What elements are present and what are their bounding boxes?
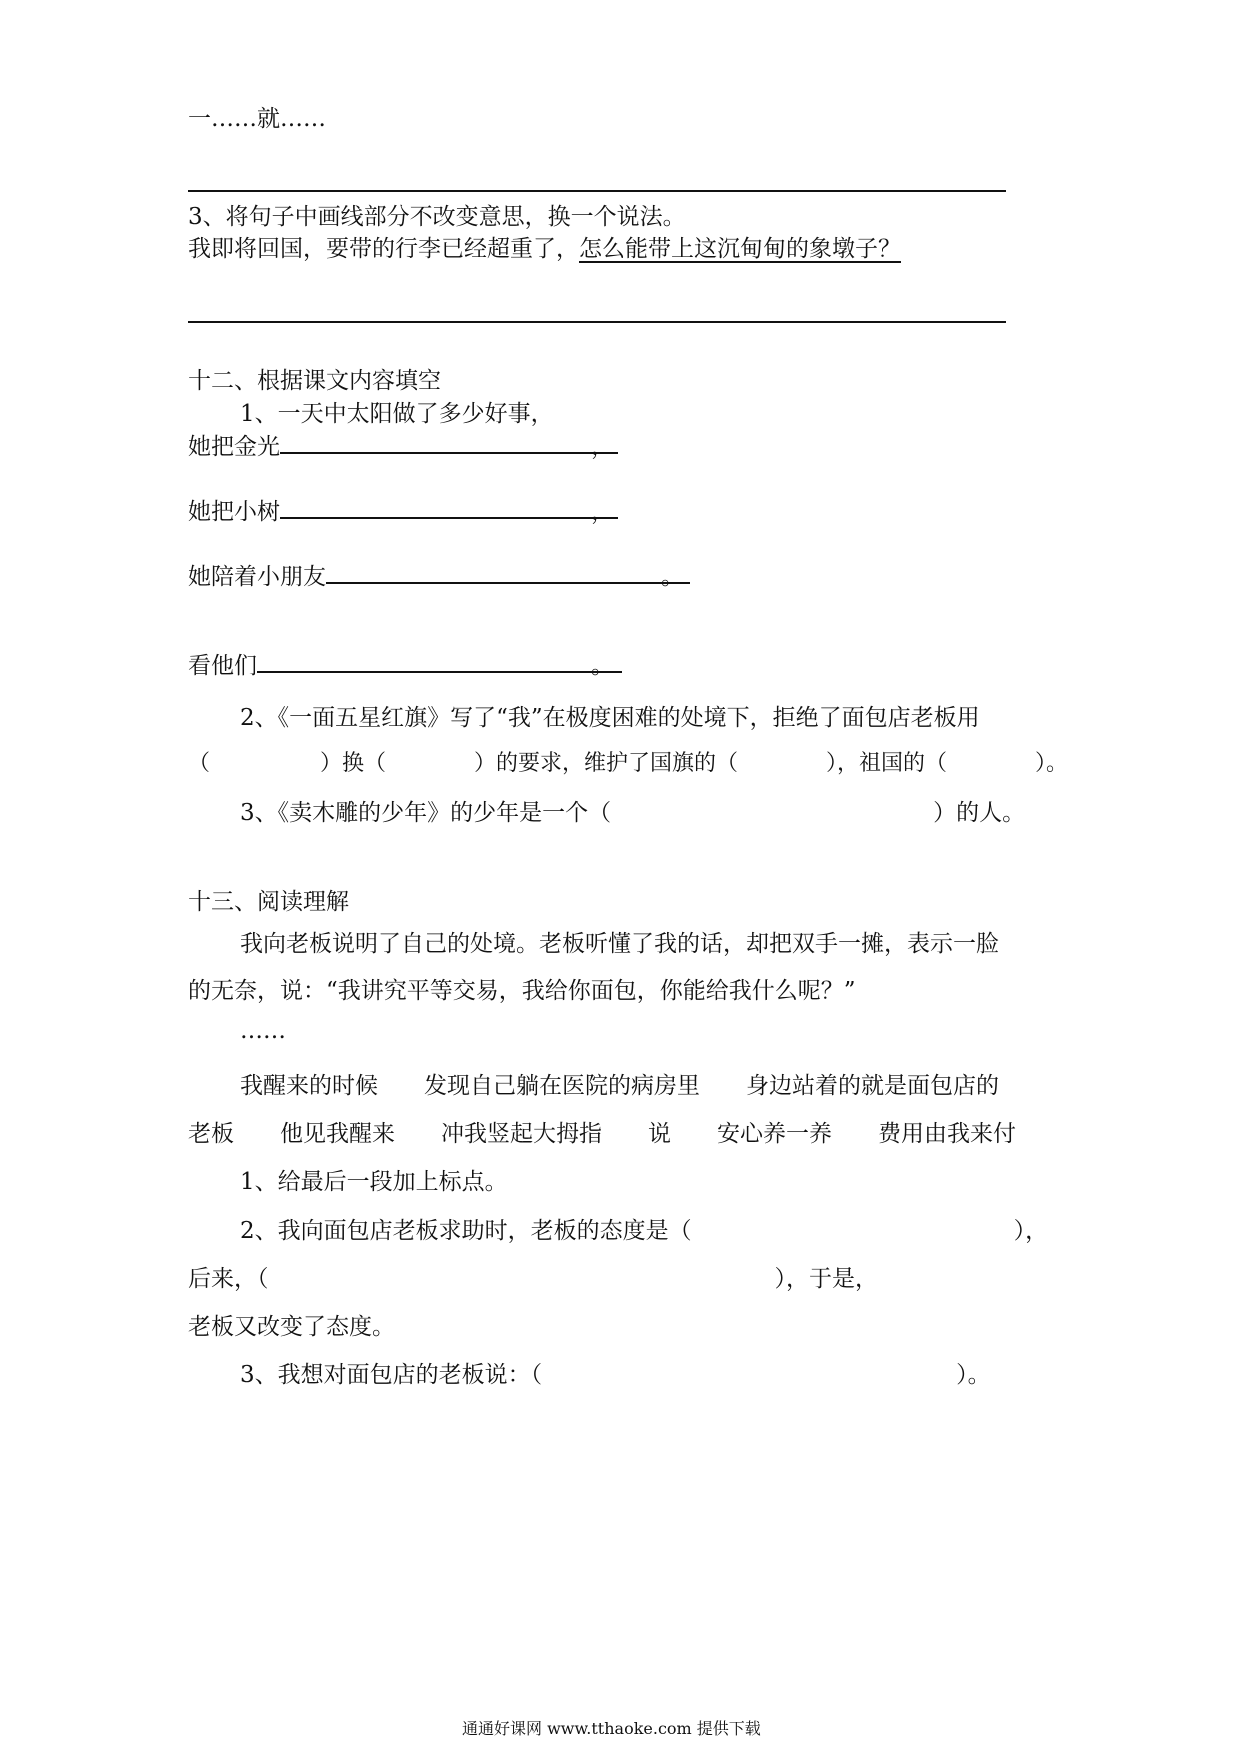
section12-q3: 3、《卖木雕的少年》的少年是一个（ ）的人。 — [240, 800, 1026, 826]
passage-para2-line1: 我醒来的时候 发现自己躺在医院的病房里 身边站着的就是面包店的 — [240, 1073, 999, 1099]
fill-blank-4[interactable] — [257, 647, 622, 679]
passage-ellipsis: …… — [240, 1018, 286, 1044]
q3-sentence-plain: 我即将回国，要带的行李已经超重了， — [188, 236, 579, 262]
fill-line-3-suffix: 。 — [661, 564, 684, 590]
fill-line-3 — [188, 558, 690, 591]
q3-sentence-underlined: 怎么能带上这沉甸甸的象墩子？ — [579, 236, 901, 262]
passage-para1-line2: 的无奈，说：“我讲究平等交易，我给你面包，你能给我什么呢？” — [188, 978, 856, 1004]
fill-blank-3[interactable] — [326, 558, 690, 590]
q3-title: 3、将句子中画线部分不改变意思，换一个说法。 — [188, 204, 686, 230]
fill-blank-1[interactable] — [280, 428, 618, 460]
fill-line-4 — [188, 647, 622, 680]
fill-line-1-prefix: 她把金光 — [188, 434, 280, 460]
answer-line — [188, 190, 1006, 192]
pattern-text: 一……就…… — [188, 106, 326, 132]
answer-line — [188, 321, 1006, 323]
q3-sentence — [188, 230, 901, 263]
section13-q1: 1、给最后一段加上标点。 — [240, 1169, 508, 1195]
fill-line-1 — [188, 428, 618, 461]
section12-title: 十二、根据课文内容填空 — [188, 368, 441, 394]
footer-credit: 通通好课网 www.tthaoke.com 提供下载 — [462, 1719, 761, 1738]
fill-line-2 — [188, 493, 618, 526]
fill-line-4-suffix: 。 — [591, 653, 614, 679]
fill-blank-2[interactable] — [280, 493, 618, 525]
passage-para2-line2: 老板 他见我醒来 冲我竖起大拇指 说 安心养一养 费用由我来付 — [188, 1121, 1016, 1147]
section12-q2-line1: 2、《一面五星红旗》写了“我”在极度困难的处境下，拒绝了面包店老板用 — [240, 705, 980, 731]
fill-line-1-suffix: ， — [591, 434, 614, 460]
section13-q2-line1: 2、我向面包店老板求助时，老板的态度是（ ）， — [240, 1218, 1049, 1244]
fill-line-4-prefix: 看他们 — [188, 653, 257, 679]
section13-title: 十三、阅读理解 — [188, 889, 349, 915]
passage-para1-line1: 我向老板说明了自己的处境。老板听懂了我的话，却把双手一摊，表示一脸 — [240, 931, 999, 957]
section13-q2-line2: 后来，（ ），于是， — [188, 1266, 878, 1292]
fill-line-2-suffix: ， — [591, 499, 614, 525]
section13-q3: 3、我想对面包店的老板说：（ ）。 — [240, 1362, 991, 1388]
fill-line-2-prefix: 她把小树 — [188, 499, 280, 525]
section12-q2-line2: （ ）换（ ）的要求，维护了国旗的（ ），祖国的（ ）。 — [188, 751, 1069, 776]
fill-line-3-prefix: 她陪着小朋友 — [188, 564, 326, 590]
section12-q1: 1、一天中太阳做了多少好事， — [240, 401, 554, 427]
section13-q2-line3: 老板又改变了态度。 — [188, 1314, 395, 1340]
